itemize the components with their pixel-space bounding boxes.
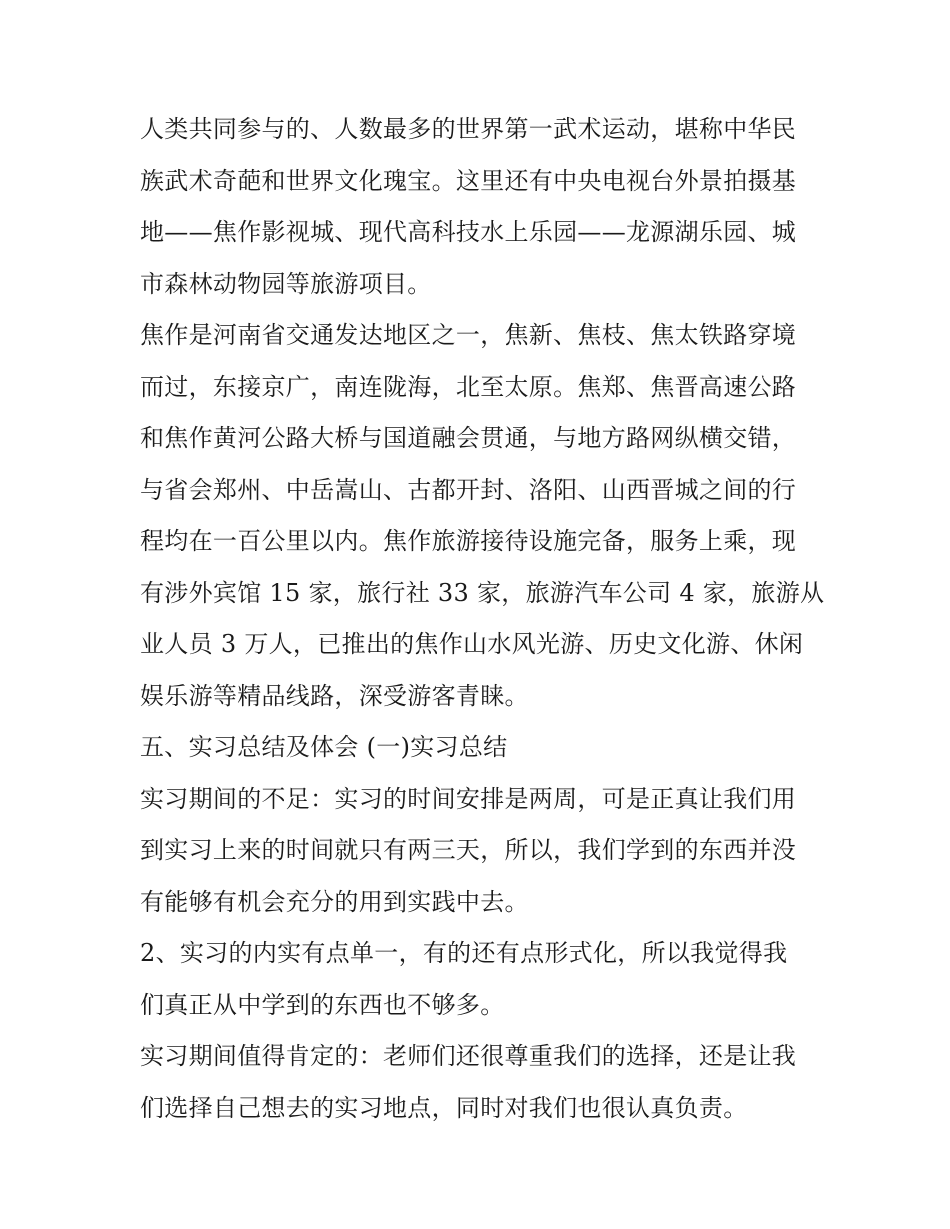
text-line: 焦作是河南省交通发达地区之一，焦新、焦枝、焦太铁路穿境: [140, 321, 797, 349]
text-line: 们选择自己想去的实习地点，同时对我们也很认真负责。: [140, 1093, 748, 1122]
text-line: 市森林动物园等旅游项目。: [140, 269, 432, 298]
text-line: 族武术奇葩和世界文化瑰宝。这里还有中央电视台外景拍摄基: [140, 166, 797, 195]
text-line: 2、实习的内实有点单一，有的还有点形式化，所以我觉得我: [140, 939, 788, 967]
text-line: 地——焦作影视城、现代高科技水上乐园——龙源湖乐园、城: [140, 218, 797, 246]
text-line: 而过，东接京广，南连陇海，北至太原。焦郑、焦晋高速公路: [140, 372, 797, 401]
text-line: 有涉外宾馆 15 家，旅行社 33 家，旅游汽车公司 4 家，旅游从: [140, 578, 825, 607]
text-line: 娱乐游等精品线路，深受游客青睐。: [140, 681, 529, 710]
text-line: 实习期间的不足：实习的时间安排是两周，可是正真让我们用: [140, 784, 797, 813]
text-line: 有能够有机会充分的用到实践中去。: [140, 887, 529, 916]
document-body: [140, 104, 825, 1134]
text-line: 程均在一百公里以内。焦作旅游接待设施完备，服务上乘，现: [140, 527, 797, 555]
text-line: 实习期间值得肯定的：老师们还很尊重我们的选择，还是让我: [140, 1042, 797, 1070]
text-line: 们真正从中学到的东西也不够多。: [140, 990, 505, 1019]
text-line: 人类共同参与的、人数最多的世界第一武术运动，堪称中华民: [140, 115, 797, 143]
text-line: 业人员 3 万人，已推出的焦作山水风光游、历史文化游、休闲: [140, 630, 804, 658]
text-line: 和焦作黄河公路大桥与国道融会贯通，与地方路网纵横交错，: [140, 424, 797, 452]
text-line: 到实习上来的时间就只有两三天，所以，我们学到的东西并没: [140, 836, 797, 864]
text-line: 与省会郑州、中岳嵩山、古都开封、洛阳、山西晋城之间的行: [140, 475, 797, 504]
section-heading: 五、实习总结及体会 (一)实习总结: [140, 733, 508, 761]
